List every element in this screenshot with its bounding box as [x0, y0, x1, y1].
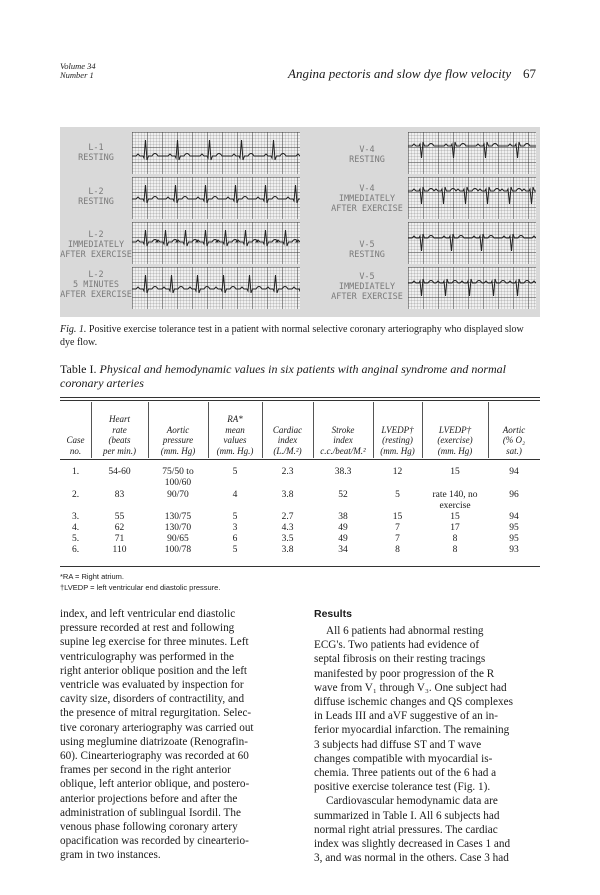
- column-header-stroke-index: Stroke index c.c./beat/M.²: [320, 424, 366, 456]
- column-header-cardiac-index: Cardiac index (L./M.²): [272, 424, 303, 456]
- text-line: venous phase following coronary artery: [60, 821, 238, 834]
- ecg-trace: [132, 267, 300, 309]
- ecg-trace: [132, 177, 300, 219]
- text-line: ferior myocardial infarction. The remaining: [314, 724, 510, 737]
- table-cell: 95: [509, 523, 519, 533]
- text-line: frames per second in the right anterior: [60, 764, 231, 777]
- table-cell: 38: [338, 512, 348, 522]
- column-header-case: Case no.: [66, 435, 85, 456]
- table-cell: 15: [450, 512, 460, 522]
- ecg-label-right-2: V-4 IMMEDIATELY AFTER EXERCISE: [331, 184, 403, 214]
- table-cell: 94: [509, 512, 519, 522]
- column-header-lvedp-exercise: LVEDP† (exercise) (mm. Hg): [437, 424, 473, 456]
- ecg-trace: [408, 177, 536, 219]
- text-line: ventricle was evaluated by inspection for: [60, 679, 244, 692]
- table-bottom-rule: [60, 566, 540, 567]
- ecg-trace: [132, 132, 300, 174]
- table-cell: 83: [114, 490, 125, 500]
- text-line: positive exercise tolerance test (Fig. 1).: [314, 781, 491, 794]
- table-cell: 3.8: [281, 490, 294, 500]
- ecg-trace: [408, 222, 536, 264]
- table-cell: 8: [452, 534, 458, 544]
- text-line: diffuse ischemic changes and QS complexes: [314, 696, 513, 709]
- table-cell: 90/70: [167, 490, 189, 500]
- table-cell: 5: [232, 512, 238, 522]
- table-cell: 52: [338, 490, 348, 500]
- figure-caption-text: Positive exercise tolerance test in a patient with normal selective coronary arteriography who displayed slow dye flow.: [60, 324, 524, 348]
- table-cell: 3.: [71, 512, 80, 522]
- text-line: summarized in Table I. All 6 subjects had: [314, 809, 500, 822]
- table-cell: 110: [112, 545, 127, 555]
- left-body-column: [60, 607, 288, 863]
- table-cell: 90/65: [167, 534, 189, 544]
- text-line: changes compatible with myocardial is-: [314, 752, 493, 765]
- text-line: right anterior oblique position and the left: [60, 664, 248, 677]
- table-cell: 49: [338, 523, 348, 533]
- ecg-strip-left-2: [132, 177, 300, 219]
- text-line: the presence of mitral regurgitation. Selec-: [60, 707, 252, 720]
- ecg-trace: [132, 222, 300, 264]
- text-line: All 6 patients had abnormal resting: [326, 625, 484, 637]
- table-cell: 7: [395, 523, 400, 533]
- ecg-trace: [408, 132, 536, 174]
- figure-caption: [60, 323, 540, 349]
- running-title: Angina pectoris and slow dye flow velocity: [288, 66, 512, 81]
- ecg-trace: [408, 267, 536, 309]
- text-line: supine leg exercise for three minutes. Left: [60, 636, 249, 649]
- table-cell: 49: [338, 534, 348, 544]
- table-cell: 55: [114, 512, 125, 522]
- table-cell: 93: [509, 545, 519, 555]
- text-line: chemia. Three patients out of the 6 had a: [314, 767, 497, 780]
- table-cell: 5: [232, 467, 238, 477]
- ecg-strip-right-4: [408, 267, 536, 309]
- table-cell: 95: [509, 534, 519, 544]
- ecg-figure: [60, 127, 540, 317]
- figure-caption-label: Fig. 1.: [60, 324, 87, 335]
- results-body-column: [314, 624, 542, 865]
- text-line: cavity size, disorders of contractility, and: [60, 693, 245, 706]
- text-line: administration of sublingual Isordil. The: [60, 806, 241, 819]
- table-cell: 34: [338, 545, 348, 555]
- text-line: 60). Cinearteriography was recorded at 60: [60, 750, 249, 763]
- text-line: ECG's. Two patients had evidence of: [314, 639, 480, 652]
- volume-label: Volume 34: [60, 61, 96, 71]
- table-top-rule-2: [60, 400, 540, 401]
- text-line: oblique, left anterior oblique, and postero-: [60, 778, 250, 791]
- table-cell: 6.: [71, 545, 80, 555]
- volume-number: [60, 62, 96, 80]
- text-line: using meglumine diatrizoate (Renografin-: [60, 735, 248, 748]
- table-cell: 5.: [71, 534, 80, 544]
- table-cell: 4: [232, 490, 238, 500]
- table-cell: 54-60: [108, 467, 131, 477]
- table-footnote-lvedp: †LVEDP = left ventricular end diastolic pressure.: [60, 583, 221, 592]
- table-cell: 3: [232, 523, 238, 533]
- table-cell: 5: [232, 545, 238, 555]
- table-cell: 17: [450, 523, 460, 533]
- table-cell: 2.3: [281, 467, 294, 477]
- text-line: 3 subjects had diffuse ST and T wave: [314, 738, 482, 751]
- table-top-rule: [60, 397, 540, 398]
- ecg-label-left-2: L-2 RESTING: [78, 187, 114, 207]
- text-line: Cardiovascular hemodynamic data are: [326, 795, 498, 808]
- ecg-label-right-4: V-5 IMMEDIATELY AFTER EXERCISE: [331, 272, 403, 302]
- table-header-rule: [60, 459, 540, 460]
- table-cell: 38.3: [334, 467, 352, 477]
- column-header-aortic-pressure: Aortic pressure (mm. Hg): [160, 424, 196, 456]
- text-line: ventriculography was performed in the: [60, 650, 234, 663]
- table-cell: 2.7: [281, 512, 294, 522]
- ecg-label-right-1: V-4 RESTING: [349, 145, 385, 165]
- table-cell: 15: [392, 512, 403, 522]
- table-cell: 8: [452, 545, 458, 555]
- table-cell: 1.: [71, 467, 80, 477]
- table-cell: 15: [450, 467, 460, 477]
- table-cell: 4.3: [281, 523, 294, 533]
- text-line: index was slightly decreased in Cases 1 and: [314, 838, 511, 851]
- text-line: normal right atrial pressures. The cardiac: [314, 823, 498, 836]
- text-line: pressure recorded at rest and following: [60, 622, 235, 635]
- table-cell: 2.: [71, 490, 80, 500]
- table-cell: 96: [509, 490, 519, 500]
- text-line: opacification was recorded by cinearterio-: [60, 835, 249, 848]
- table-cell: 8: [395, 545, 400, 555]
- ecg-label-left-1: L-1 RESTING: [78, 143, 114, 163]
- table-cell: 71: [114, 534, 125, 544]
- text-line: 3, and was normal in the others. Case 3 had: [314, 852, 509, 865]
- ecg-label-left-4: L-2 5 MINUTES AFTER EXERCISE: [60, 270, 132, 300]
- ecg-label-left-3: L-2 IMMEDIATELY AFTER EXERCISE: [60, 230, 132, 260]
- table-cell: 94: [509, 467, 519, 477]
- table-footnote-ra: *RA = Right atrium.: [60, 572, 124, 581]
- table-cell: rate 140, no exercise: [432, 490, 478, 511]
- table-cell: 12: [392, 467, 403, 477]
- column-header-lvedp-resting: LVEDP† (resting) (mm. Hg): [380, 424, 415, 456]
- table-cell: 4.: [71, 523, 80, 533]
- column-header-heart-rate: Heart rate (beats per min.): [103, 414, 136, 456]
- ecg-strip-left-1: [132, 132, 300, 174]
- text-line: in Leads III and aVF suggestive of an in-: [314, 710, 498, 723]
- text-line: gram in two instances.: [60, 849, 161, 862]
- table-cell: 100/78: [164, 545, 192, 555]
- ecg-strip-right-1: [408, 132, 536, 174]
- table-title-text: Physical and hemodynamic values in six patients with anginal syndrome and normal coronary arteries: [60, 362, 506, 390]
- results-heading: Results: [314, 608, 352, 620]
- text-line: tive coronary arteriography was carried out: [60, 721, 254, 734]
- table-cell: 5: [395, 490, 400, 500]
- text-line: index, and left ventricular end diastolic: [60, 608, 236, 620]
- ecg-strip-right-2: [408, 177, 536, 219]
- table-cell: 3.8: [281, 545, 294, 555]
- ecg-strip-left-4: [132, 267, 300, 309]
- table-cell: 130/75: [164, 512, 192, 522]
- text-line: septal fibrosis on their resting tracings: [314, 653, 486, 666]
- page-number: 67: [523, 66, 536, 81]
- column-header-aortic-o2: Aortic (% O₂ sat.): [502, 424, 526, 456]
- table-cell: 75/50 to 100/60: [162, 467, 194, 488]
- text-line: manifested by poor progression of the R: [314, 667, 495, 680]
- table-cell: 3.5: [281, 534, 294, 544]
- ecg-strip-left-3: [132, 222, 300, 264]
- column-header-ra-mean: RA* mean values (mm. Hg.): [216, 414, 254, 456]
- issue-number-label: Number 1: [60, 70, 94, 80]
- ecg-label-right-3: V-5 RESTING: [349, 240, 385, 260]
- text-line: wave from V₁ through V₃. One subject had: [314, 681, 507, 694]
- table-title: [60, 362, 540, 390]
- text-line: anterior projections before and after the: [60, 792, 238, 805]
- ecg-strip-right-3: [408, 222, 536, 264]
- table-cell: 62: [114, 523, 125, 533]
- table-label: Table I.: [60, 362, 97, 376]
- table-cell: 7: [395, 534, 400, 544]
- table-cell: 130/70: [164, 523, 192, 533]
- table-cell: 6: [232, 534, 238, 544]
